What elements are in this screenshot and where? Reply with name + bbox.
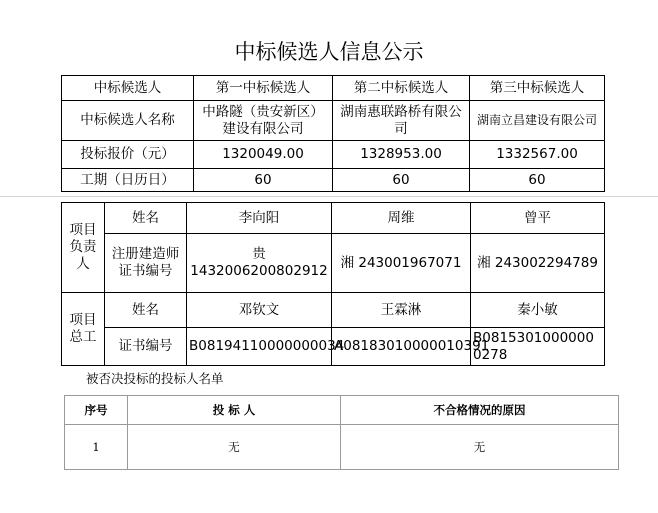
rejected-bidders-table xyxy=(64,395,619,470)
bid-price: 1332567.00 xyxy=(470,141,605,169)
field-label: 证书编号 xyxy=(105,328,187,366)
group-label: 项目总工 xyxy=(62,293,105,366)
row-label: 工期（日历日） xyxy=(62,169,194,192)
header-cell: 投 标 人 xyxy=(128,396,341,425)
row-label: 中标候选人名称 xyxy=(62,101,194,141)
page-title: 中标候选人信息公示 xyxy=(234,40,424,64)
header-cell: 中标候选人 xyxy=(62,76,194,101)
table-header-row xyxy=(62,76,605,101)
candidate-name: 湖南立昌建设有限公司 xyxy=(470,101,605,141)
field-label: 注册建造师证书编号 xyxy=(105,234,187,293)
table-row xyxy=(62,141,605,169)
bid-price: 1320049.00 xyxy=(194,141,333,169)
header-cell: 第一中标候选人 xyxy=(194,76,333,101)
header-cell: 第二中标候选人 xyxy=(333,76,470,101)
row-label: 投标报价（元） xyxy=(62,141,194,169)
person-name: 周维 xyxy=(332,203,471,234)
candidate-name: 中路隧（贵安新区）建设有限公司 xyxy=(194,101,333,141)
field-label: 姓名 xyxy=(105,293,187,328)
candidate-summary-table xyxy=(61,75,605,192)
table-row xyxy=(62,169,605,192)
field-label: 姓名 xyxy=(105,203,187,234)
cert-number: 湘 243001967071 xyxy=(332,234,471,293)
table-row xyxy=(62,101,605,141)
candidate-name: 湖南惠联路桥有限公司 xyxy=(333,101,470,141)
cert-number: B08153010000000278 xyxy=(471,328,605,366)
table-row xyxy=(62,203,605,234)
row-index: 1 xyxy=(65,425,128,470)
person-name: 王霖淋 xyxy=(332,293,471,328)
person-name: 李向阳 xyxy=(187,203,332,234)
table-row xyxy=(62,328,605,366)
cert-number: 贵 1432006200802912 xyxy=(187,234,332,293)
table-header-row xyxy=(65,396,619,425)
table-row xyxy=(62,234,605,293)
header-cell: 不合格情况的原因 xyxy=(341,396,619,425)
reject-reason: 无 xyxy=(341,425,619,470)
table-row xyxy=(62,293,605,328)
group-label: 项目负责人 xyxy=(62,203,105,293)
bid-price: 1328953.00 xyxy=(333,141,470,169)
page-divider xyxy=(0,196,658,197)
bidder-name: 无 xyxy=(128,425,341,470)
personnel-table xyxy=(61,202,605,366)
rejected-bidders-heading: 被否决投标的投标人名单 xyxy=(86,371,224,386)
person-name: 曾平 xyxy=(471,203,605,234)
person-name: 邓钦文 xyxy=(187,293,332,328)
duration-days: 60 xyxy=(333,169,470,192)
header-cell: 序号 xyxy=(65,396,128,425)
duration-days: 60 xyxy=(194,169,333,192)
cert-number: 湘 243002294789 xyxy=(471,234,605,293)
table-row xyxy=(65,425,619,470)
cert-number: B08194110000000034 xyxy=(187,328,332,366)
duration-days: 60 xyxy=(470,169,605,192)
header-cell: 第三中标候选人 xyxy=(470,76,605,101)
cert-number: A08183010000010391 xyxy=(332,328,471,366)
person-name: 秦小敏 xyxy=(471,293,605,328)
